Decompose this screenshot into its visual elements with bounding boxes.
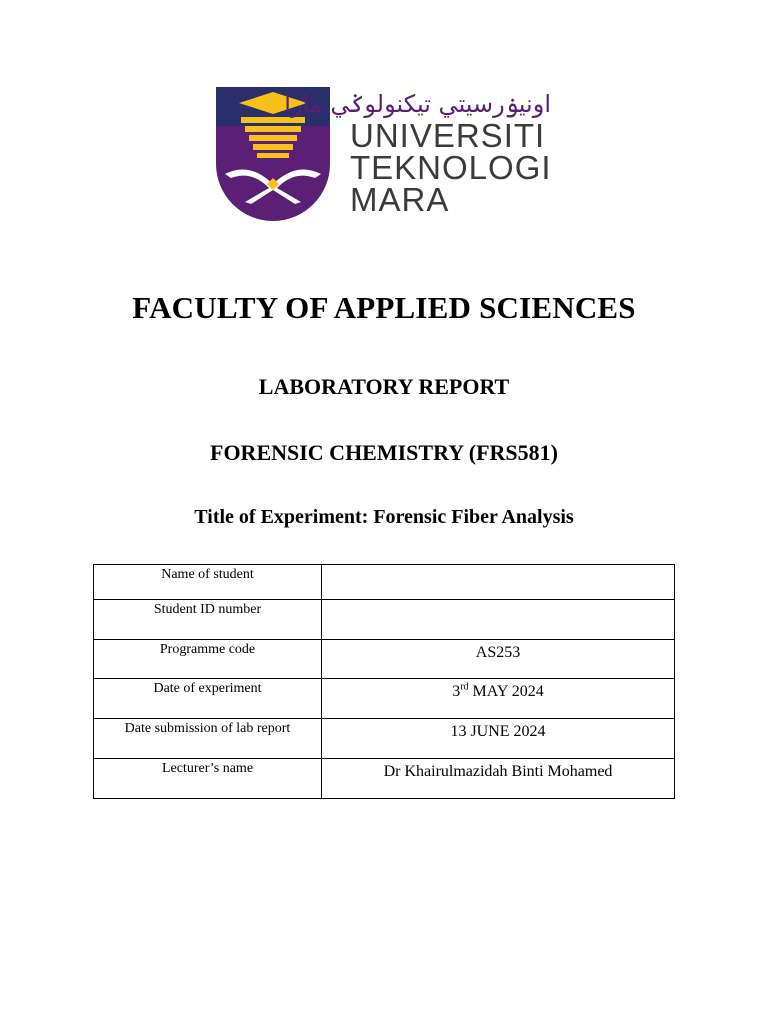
lecturer-name-value: Dr Khairulmazidah Binti Mohamed [322, 759, 675, 799]
submission-date-value: 13 JUNE 2024 [322, 719, 675, 759]
row-label: Date submission of lab report [94, 719, 322, 759]
row-label: Programme code [94, 640, 322, 679]
table-row [94, 600, 675, 640]
student-id-value [322, 600, 675, 640]
table-row [94, 679, 675, 719]
row-label: Name of student [94, 565, 322, 600]
faculty-heading: FACULTY OF APPLIED SCIENCES [132, 290, 636, 325]
university-name [350, 117, 552, 218]
table-row [94, 759, 675, 799]
student-name-value [322, 565, 675, 600]
table-row [94, 640, 675, 679]
jawi-text: اونيۏرسيتي تيكنولوݢي مارا [284, 90, 551, 118]
jawi-script-logo [284, 86, 551, 120]
uitm-logo [215, 86, 555, 226]
logo-line-teknologi: TEKNOLOGI [350, 149, 552, 186]
logo-line-mara: MARA [350, 181, 450, 218]
student-info-table [93, 564, 675, 799]
logo-line-universiti: UNIVERSITI [350, 117, 546, 154]
report-type-heading: LABORATORY REPORT [258, 374, 510, 399]
table-row [94, 565, 675, 600]
row-label: Student ID number [94, 600, 322, 640]
row-label: Date of experiment [94, 679, 322, 719]
course-heading: FORENSIC CHEMISTRY (FRS581) [210, 440, 558, 465]
programme-code-value: AS253 [322, 640, 675, 679]
table-row [94, 719, 675, 759]
experiment-title: Title of Experiment: Forensic Fiber Analysis [194, 506, 574, 528]
experiment-date-value: 3rd MAY 2024 [322, 679, 675, 719]
row-label: Lecturer’s name [94, 759, 322, 799]
